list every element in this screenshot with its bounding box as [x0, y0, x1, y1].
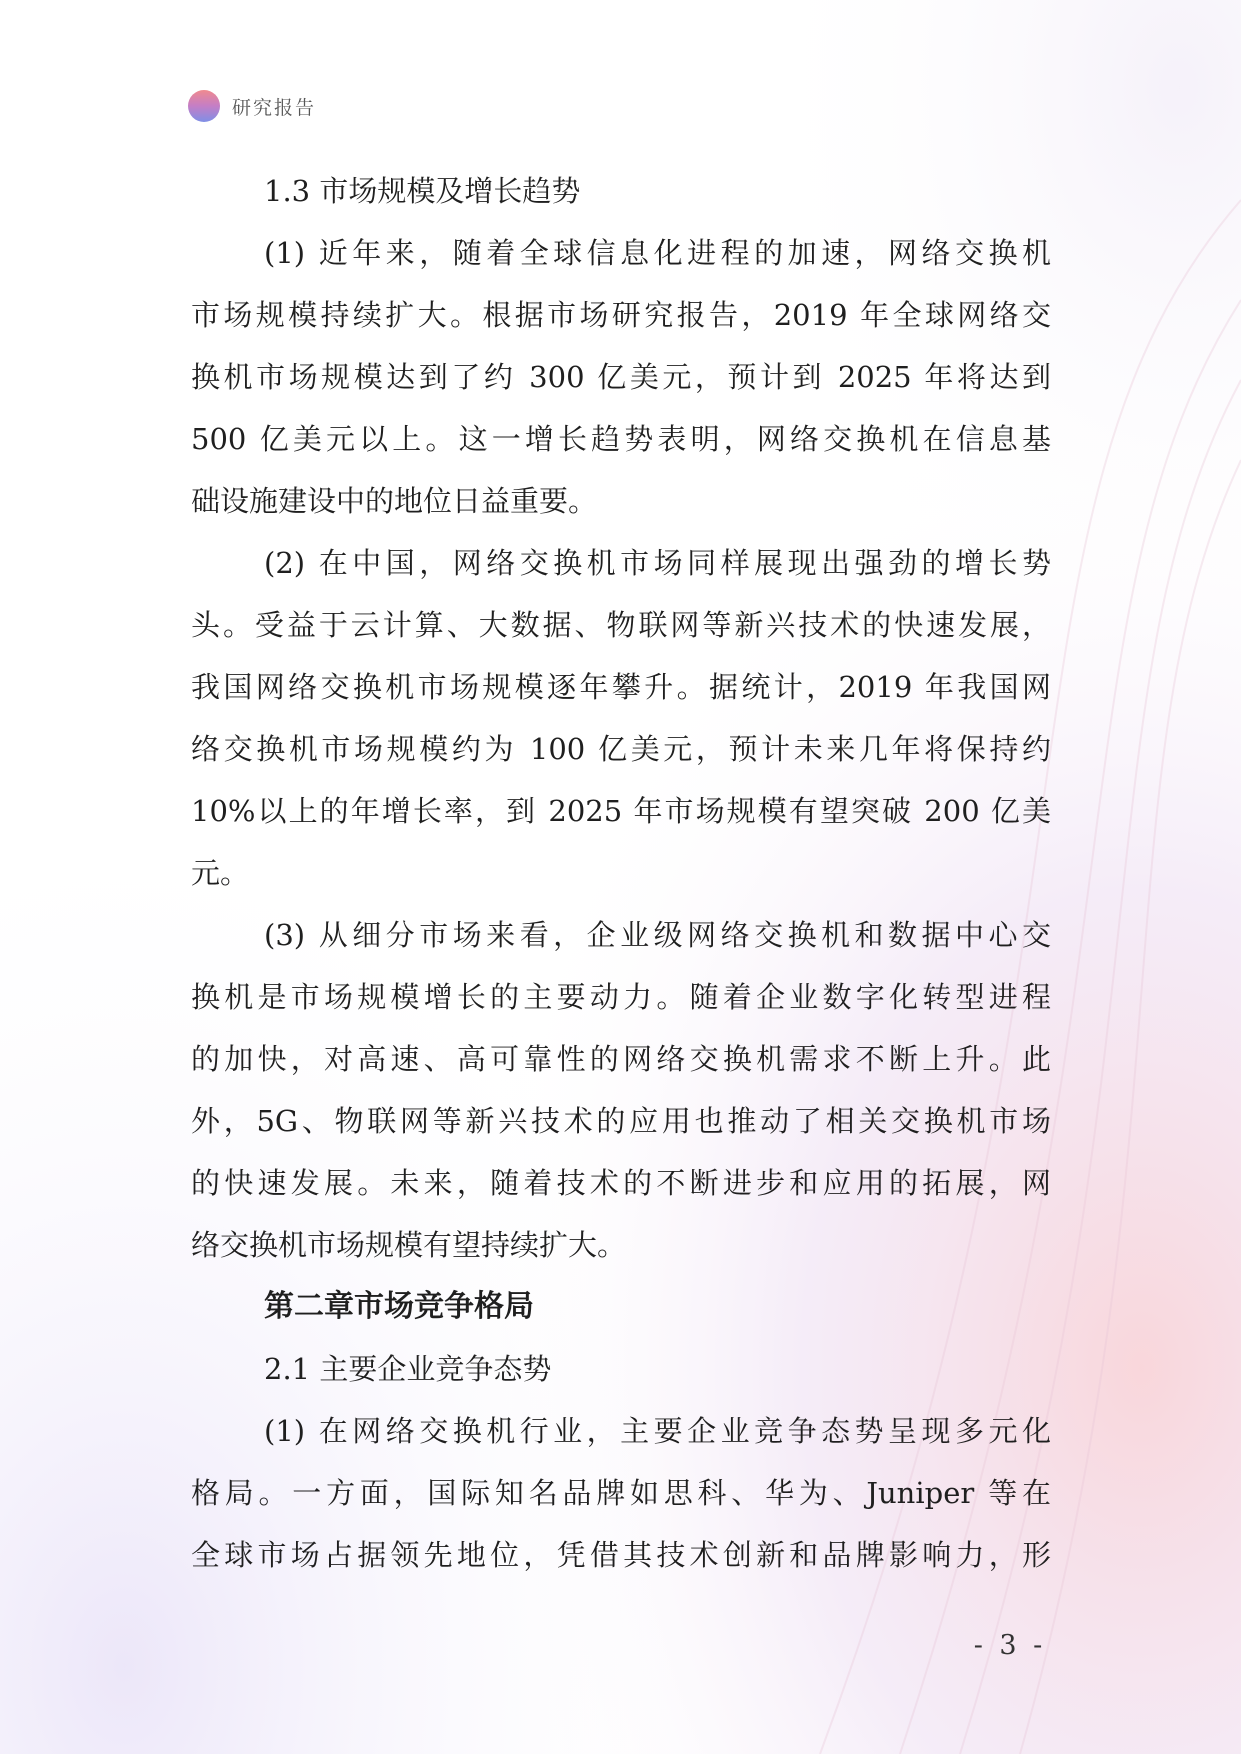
paragraph-line: 头。受益于云计算、大数据、物联网等新兴技术的快速发展，: [191, 608, 1051, 642]
paragraph-line: 络交换机市场规模约为 100 亿美元，预计未来几年将保持约: [191, 732, 1051, 766]
section-heading: 2.1 主要企业竞争态势: [264, 1352, 552, 1386]
paragraph-line: 外，5G、物联网等新兴技术的应用也推动了相关交换机市场: [191, 1104, 1051, 1138]
paragraph-line: 的加快，对高速、高可靠性的网络交换机需求不断上升。此: [191, 1042, 1051, 1076]
paragraph-line: 络交换机市场规模有望持续扩大。: [191, 1228, 627, 1262]
paragraph-line: 10%以上的年增长率，到 2025 年市场规模有望突破 200 亿美: [191, 794, 1051, 828]
paragraph-line: (2) 在中国，网络交换机市场同样展现出强劲的增长势: [264, 546, 1051, 580]
paragraph-line: 全球市场占据领先地位，凭借其技术创新和品牌影响力，形: [191, 1538, 1051, 1572]
paragraph-line: 础设施建设中的地位日益重要。: [191, 484, 598, 518]
paragraph-line: 我国网络交换机市场规模逐年攀升。据统计，2019 年我国网: [191, 670, 1051, 704]
page-number: - 3 -: [973, 1630, 1047, 1661]
document-body: [191, 160, 1051, 1586]
header-label: 研究报告: [232, 96, 317, 119]
paragraph-line: 格局。一方面，国际知名品牌如思科、华为、Juniper 等在: [191, 1476, 1051, 1510]
section-heading: 1.3 市场规模及增长趋势: [264, 174, 581, 208]
paragraph-line: 市场规模持续扩大。根据市场研究报告，2019 年全球网络交: [191, 298, 1051, 332]
chapter-heading: 第二章市场竞争格局: [264, 1289, 534, 1324]
paragraph-line: (1) 在网络交换机行业，主要企业竞争态势呈现多元化: [264, 1414, 1051, 1448]
paragraph-line: 的快速发展。未来，随着技术的不断进步和应用的拓展，网: [191, 1166, 1051, 1200]
paragraph-line: (1) 近年来，随着全球信息化进程的加速，网络交换机: [264, 236, 1051, 270]
paragraph-line: 元。: [191, 856, 250, 890]
page-header: [188, 89, 316, 123]
paragraph-line: 换机是市场规模增长的主要动力。随着企业数字化转型进程: [191, 980, 1051, 1014]
paragraph-line: 换机市场规模达到了约 300 亿美元，预计到 2025 年将达到: [191, 360, 1051, 394]
paragraph-line: (3) 从细分市场来看，企业级网络交换机和数据中心交: [264, 918, 1051, 952]
paragraph-line: 500 亿美元以上。这一增长趋势表明，网络交换机在信息基: [191, 422, 1051, 456]
report-logo-icon: [188, 90, 220, 122]
